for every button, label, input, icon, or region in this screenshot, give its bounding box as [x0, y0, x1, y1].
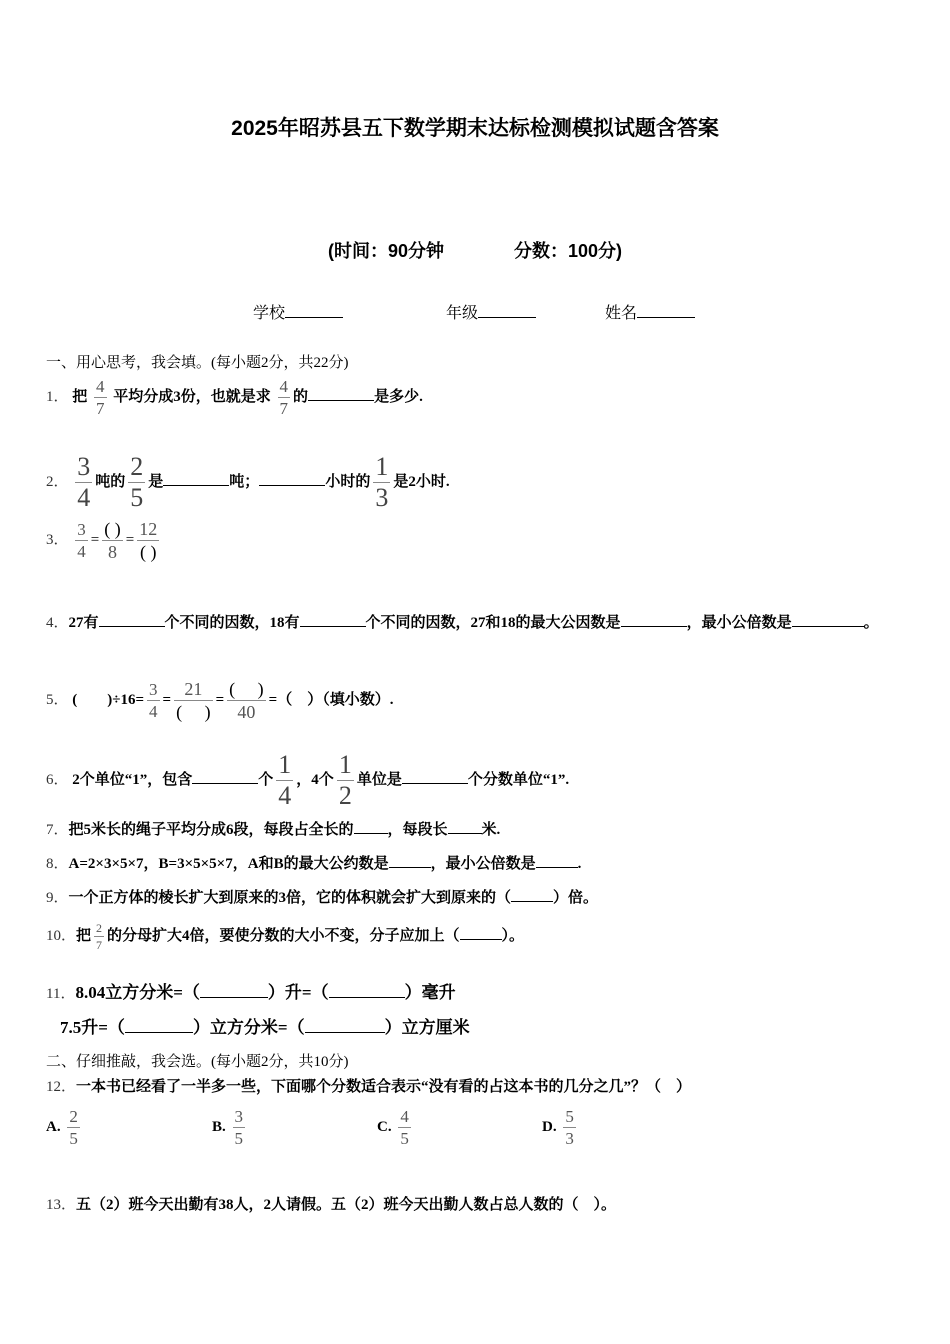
- q1-text: 平均分成3份，也就是求: [113, 388, 271, 405]
- answer-blank[interactable]: [125, 1015, 193, 1033]
- q4-text: 个不同的因数，18有: [164, 615, 300, 631]
- question-7: [46, 818, 500, 839]
- question-number: 6．: [46, 771, 69, 788]
- question-number: 1．: [46, 388, 69, 405]
- answer-blank[interactable]: [389, 852, 431, 868]
- q6-text: 个分数单位“1”.: [467, 771, 570, 788]
- q11-text: ）立方分米=（: [192, 1018, 305, 1037]
- answer-blank[interactable]: [305, 1015, 385, 1033]
- question-number: 11．: [46, 986, 76, 1002]
- answer-blank[interactable]: [308, 385, 374, 401]
- question-9: [46, 886, 598, 907]
- question-number: 3．: [46, 531, 69, 548]
- option-a[interactable]: [46, 1108, 83, 1147]
- q1-text: 把: [72, 388, 88, 405]
- option-label: C.: [377, 1118, 392, 1135]
- equals: =: [215, 691, 225, 708]
- q11-text: 7.5升=（: [60, 1018, 125, 1037]
- equals: =: [90, 531, 100, 548]
- q8-text: A=2×3×5×7，B=3×5×5×7，A和B的最大公约数是: [68, 856, 389, 872]
- equals: =: [162, 691, 172, 708]
- school-blank[interactable]: [285, 301, 343, 318]
- fraction: $\frac{1}{2}$: [338, 750, 352, 810]
- q5-text: =（ ）（填小数）.: [268, 691, 394, 708]
- q1-text: 是多少.: [374, 388, 423, 405]
- question-2: [46, 454, 450, 511]
- q4-text: 个不同的因数，27和18的最大公因数是: [365, 615, 621, 631]
- q7-text: ，每段长: [387, 822, 448, 838]
- question-number: 9．: [46, 890, 69, 906]
- answer-blank[interactable]: [511, 886, 553, 902]
- q11-text: ）升=（: [267, 983, 329, 1002]
- q2-text: 吨的: [95, 473, 126, 490]
- grade-blank[interactable]: [478, 301, 536, 318]
- question-number: 8．: [46, 856, 69, 872]
- section1-heading: 一、用心思考，我会填。(每小题2分，共22分): [46, 355, 349, 371]
- score-label: 分数：100分): [513, 241, 623, 261]
- q1-text: 的: [293, 388, 309, 405]
- equals: =: [125, 531, 135, 548]
- grade-field[interactable]: [446, 300, 536, 323]
- fraction: $\frac{3}{4}$: [77, 520, 86, 561]
- question-1: [46, 378, 423, 417]
- fraction: $\frac{2}{5}$: [69, 1107, 78, 1148]
- q6-text: 单位是: [356, 771, 402, 788]
- question-number: 4．: [46, 615, 69, 631]
- question-11-line-2: [60, 1013, 470, 1038]
- fraction: $\frac{2}{7}$: [96, 921, 103, 952]
- option-c[interactable]: [377, 1108, 414, 1147]
- fraction: $\frac{4}{7}$: [96, 377, 105, 418]
- q4-text: ，最小公倍数是: [686, 615, 792, 631]
- document-title: 2025年昭苏县五下数学期末达标检测模拟试题含答案: [231, 117, 719, 140]
- q5-text: ( )÷16=: [72, 691, 145, 708]
- question-5: [46, 680, 393, 721]
- q12-text: 一本书已经看了一半多一些，下面哪个分数适合表示“没有看的占这本书的几分之几”？（ ）: [76, 1079, 692, 1095]
- answer-blank[interactable]: [99, 611, 165, 627]
- answer-blank[interactable]: [259, 470, 325, 486]
- question-8: [46, 852, 581, 873]
- option-b[interactable]: [212, 1108, 248, 1147]
- school-field[interactable]: [253, 300, 343, 323]
- answer-blank[interactable]: [448, 818, 482, 834]
- question-number: 10．: [46, 927, 77, 944]
- fraction: $\frac{( )}{40}$: [229, 679, 264, 722]
- question-4: [46, 604, 906, 642]
- grade-label: 年级: [446, 305, 479, 322]
- fraction: $\frac{3}{4}$: [77, 452, 91, 512]
- fraction: $\frac{1}{3}$: [375, 452, 389, 512]
- q2-text: 是2小时.: [393, 473, 450, 490]
- name-field[interactable]: [605, 300, 695, 323]
- question-12: [46, 1075, 691, 1096]
- q9-text: ）倍。: [553, 890, 599, 906]
- name-label: 姓名: [605, 305, 638, 322]
- q2-text: 是: [148, 473, 164, 490]
- q8-text: .: [577, 856, 582, 872]
- fraction: $\frac{2}{5}$: [130, 452, 144, 512]
- school-label: 学校: [253, 305, 286, 322]
- question-3: [46, 520, 162, 561]
- fraction: $\frac{3}{4}$: [149, 680, 158, 721]
- answer-blank[interactable]: [792, 611, 864, 627]
- q6-text: 2个单位“1”，包含: [72, 771, 193, 788]
- fraction: $\frac{12}{( )}$: [139, 519, 158, 562]
- option-label: A.: [46, 1118, 61, 1135]
- fraction: $\frac{21}{( )}$: [176, 679, 211, 722]
- answer-blank[interactable]: [200, 980, 268, 998]
- option-label: D.: [542, 1118, 557, 1135]
- q4-text: 。: [863, 615, 879, 631]
- fraction: $\frac{( )}{8}$: [104, 519, 121, 562]
- question-10: [46, 922, 524, 951]
- q13-text: 五（2）班今天出勤有38人，2人请假。五（2）班今天出勤人数占总人数的（ ）。: [76, 1197, 617, 1213]
- answer-blank[interactable]: [192, 768, 258, 784]
- question-number: 5．: [46, 691, 69, 708]
- question-number: 12．: [46, 1079, 77, 1095]
- fraction: $\frac{5}{3}$: [565, 1107, 574, 1148]
- question-number: 2．: [46, 473, 69, 490]
- q2-text: 吨；: [229, 473, 260, 490]
- q7-text: 米.: [481, 822, 501, 838]
- fraction: $\frac{3}{5}$: [234, 1107, 244, 1148]
- option-label: B.: [212, 1118, 226, 1135]
- answer-blank[interactable]: [163, 470, 229, 486]
- exam-meta: [0, 237, 950, 263]
- name-blank[interactable]: [637, 301, 695, 318]
- answer-blank[interactable]: [460, 924, 502, 940]
- q11-text: 8.04立方分米=（: [75, 983, 200, 1002]
- q8-text: ，最小公倍数是: [430, 856, 536, 872]
- question-11-line-1: [46, 978, 456, 1003]
- answer-blank[interactable]: [402, 768, 468, 784]
- q7-text: 把5米长的绳子平均分成6段，每段占全长的: [68, 822, 354, 838]
- fraction: $\frac{1}{4}$: [278, 750, 292, 810]
- q2-text: 小时的: [325, 473, 371, 490]
- answer-blank[interactable]: [329, 980, 405, 998]
- question-13: [46, 1193, 616, 1214]
- q6-text: 个: [258, 771, 274, 788]
- q6-text: ，4个: [296, 771, 334, 788]
- question-number: 7．: [46, 822, 69, 838]
- q10-text: 把: [76, 927, 92, 944]
- section2-heading: 二、仔细推敲，我会选。(每小题2分，共10分): [46, 1054, 349, 1070]
- q9-text: 一个正方体的棱长扩大到原来的3倍，它的体积就会扩大到原来的（: [68, 890, 512, 906]
- q10-text: 的分母扩大4倍，要使分数的大小不变，分子应加上（: [107, 927, 460, 944]
- time-label: (时间：90分钟: [327, 241, 444, 261]
- answer-blank[interactable]: [621, 611, 687, 627]
- option-d[interactable]: [542, 1108, 579, 1147]
- fraction: $\frac{4}{7}$: [279, 377, 289, 418]
- q11-text: ）毫升: [404, 983, 456, 1002]
- q10-text: ）。: [501, 927, 525, 944]
- fraction: $\frac{4}{5}$: [400, 1107, 409, 1148]
- q4-text: 27有: [68, 615, 99, 631]
- question-6: [46, 752, 569, 809]
- q11-text: ）立方厘米: [384, 1018, 470, 1037]
- answer-blank[interactable]: [536, 852, 578, 868]
- answer-blank[interactable]: [354, 818, 388, 834]
- answer-blank[interactable]: [300, 611, 366, 627]
- question-number: 13．: [46, 1197, 77, 1213]
